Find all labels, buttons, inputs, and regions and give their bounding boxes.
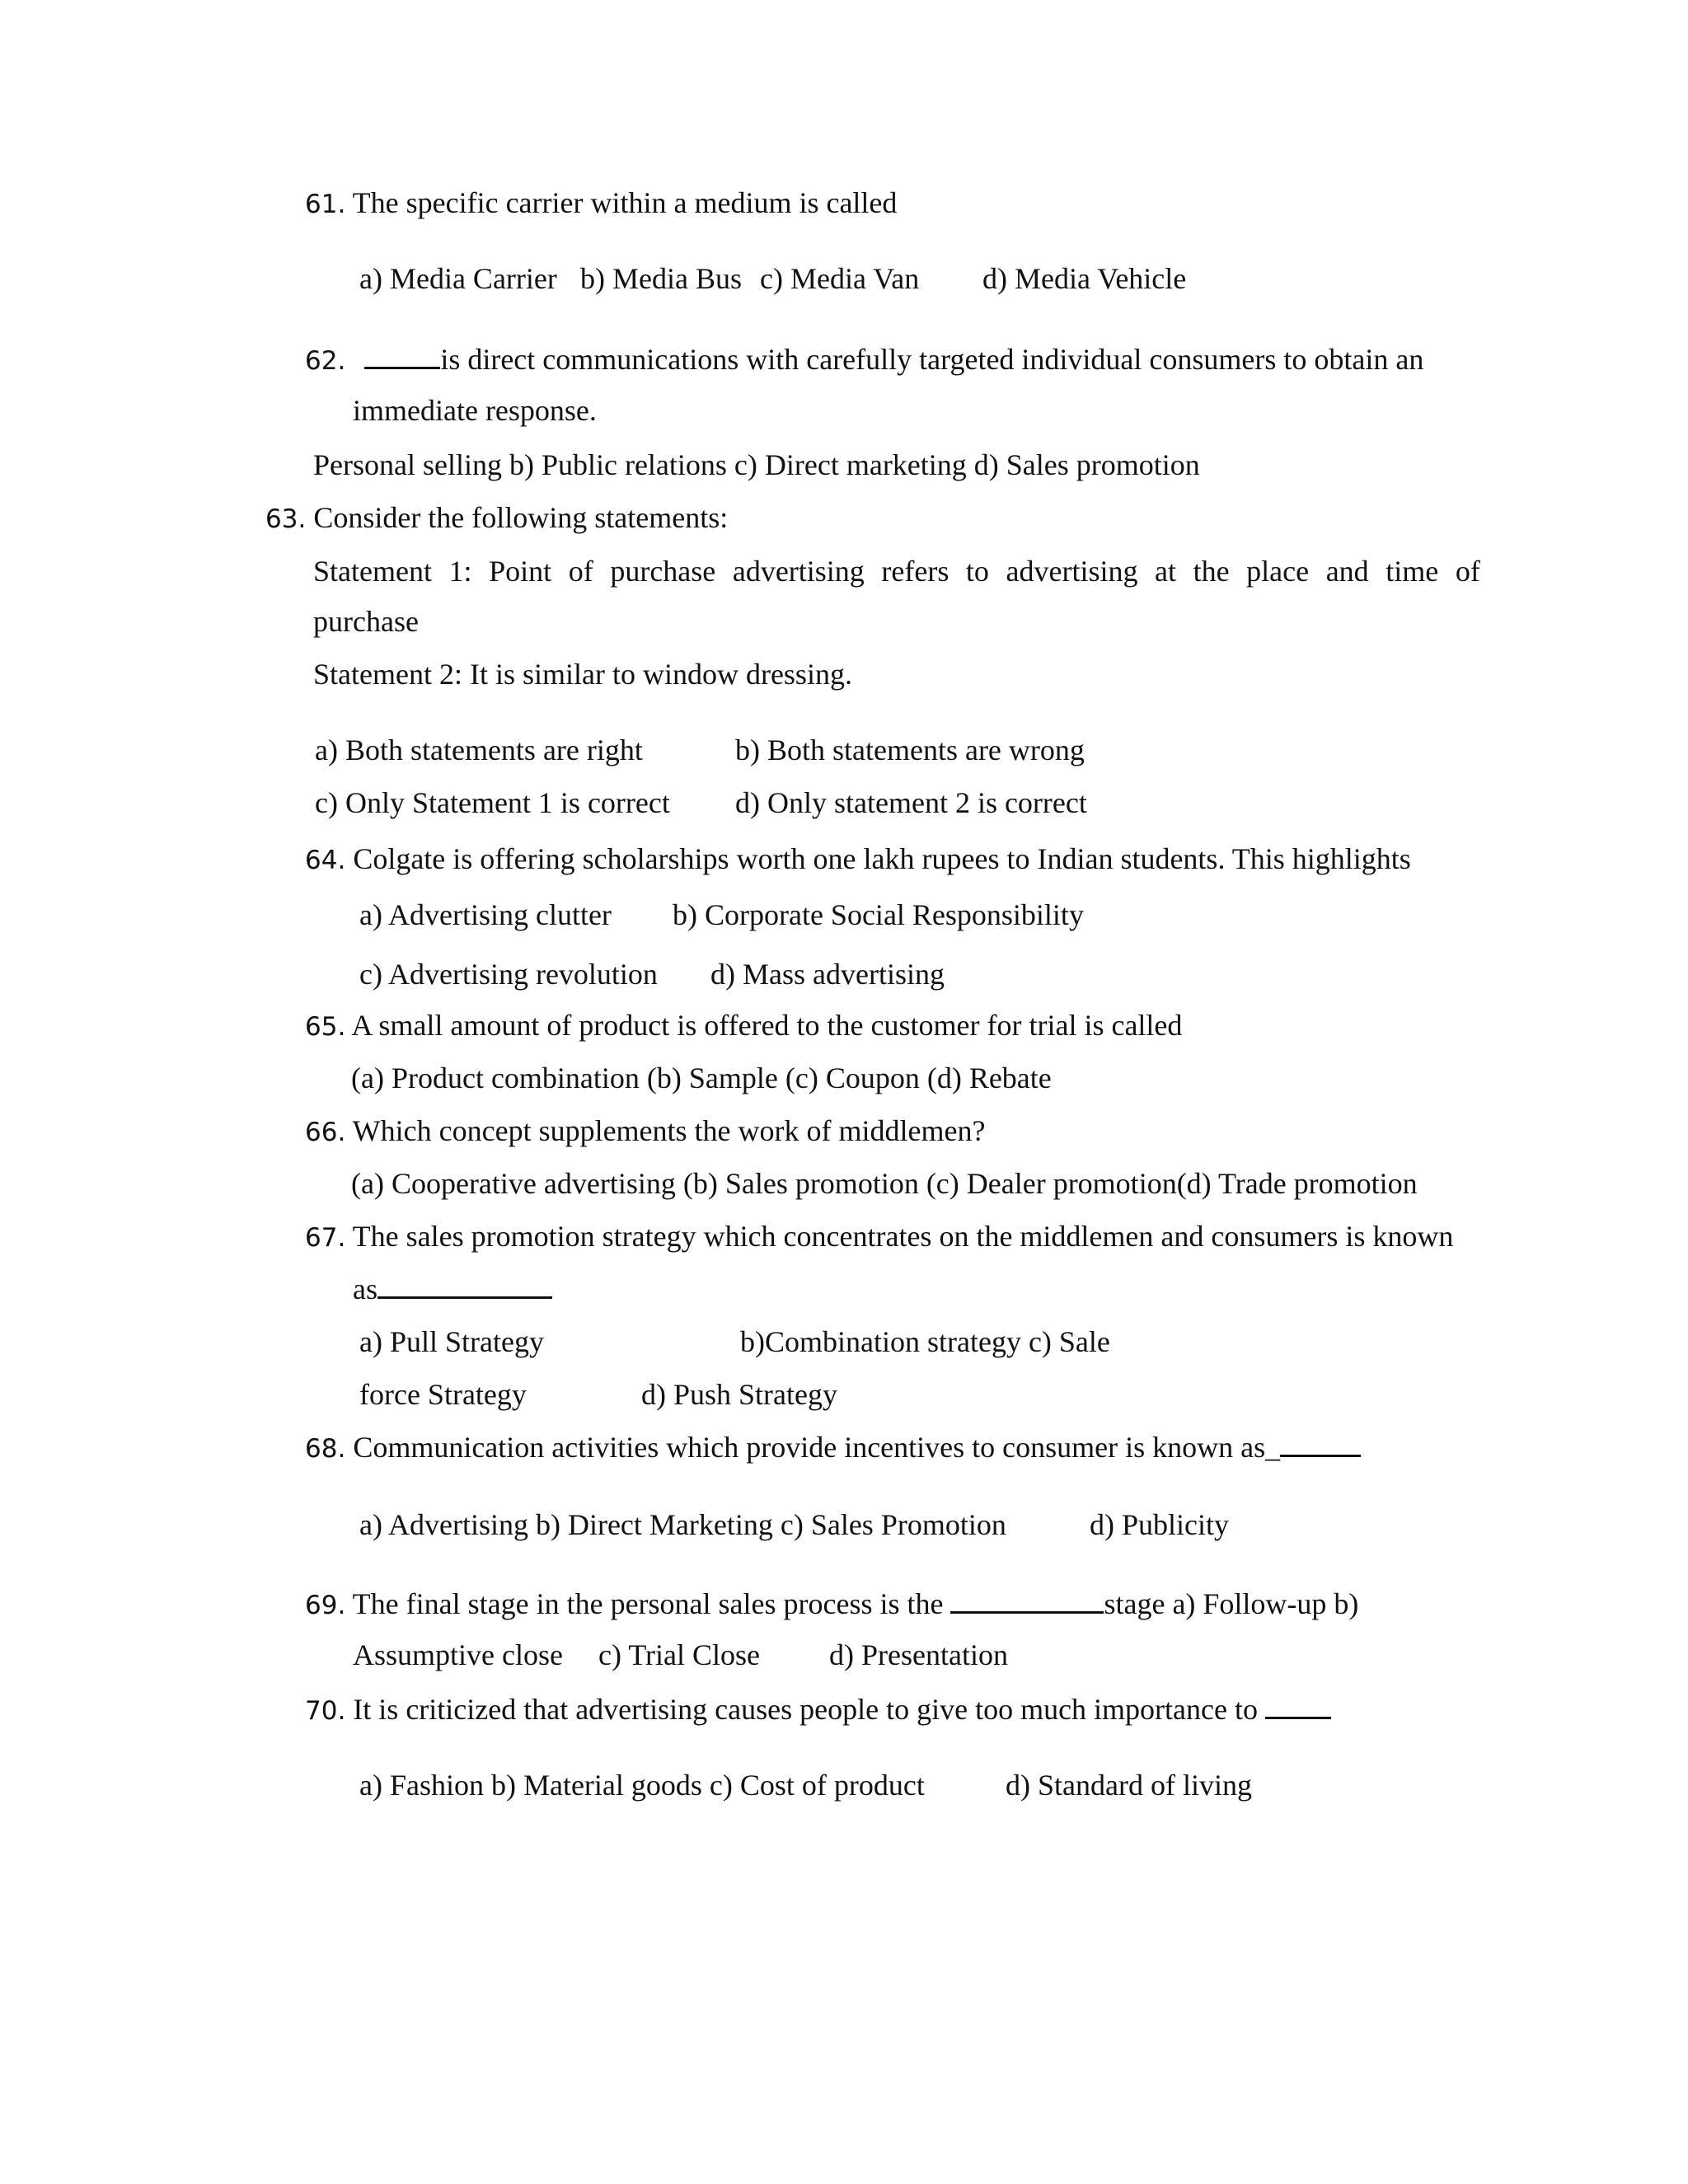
option-d: d) Push Strategy [641, 1378, 837, 1411]
word: the [1193, 555, 1230, 588]
statement-1-continued: purchase [313, 605, 419, 638]
answer-blank [364, 366, 440, 369]
option-c-continued: force Strategy [359, 1378, 527, 1411]
option-d: d) Mass advertising [710, 958, 945, 991]
question-text: Communication activities which provide incentives to consumer is known as_ [353, 1431, 1281, 1464]
option-a: a) Both statements are right [315, 733, 643, 766]
option-b-continued: Assumptive close [353, 1638, 563, 1671]
options-line: Personal selling b) Public relations c) Direct marketing d) Sales promotion [313, 448, 1200, 481]
word: 1: [448, 555, 472, 588]
word: of [568, 555, 593, 588]
word: purchase [610, 555, 716, 588]
question-text: Consider the following statements: [313, 501, 729, 534]
option-c: c) Only Statement 1 is correct [315, 786, 670, 819]
option-a: a) Media Carrier [359, 262, 557, 295]
option-d: d) Standard of living [1006, 1769, 1252, 1802]
options-line: a) Advertising b) Direct Marketing c) Sales Promotion [359, 1508, 1006, 1541]
answer-blank [377, 1296, 552, 1299]
option-d: d) Only statement 2 is correct [735, 786, 1087, 819]
options-line: (a) Cooperative advertising (b) Sales promotion (c) Dealer promotion(d) Trade promotion [351, 1167, 1418, 1200]
word: Statement [313, 555, 432, 588]
question-text: It is criticized that advertising causes people to give too much importance to [353, 1693, 1258, 1726]
question-text: Colgate is offering scholarships worth one lakh rupees to Indian students. This highlights [353, 842, 1411, 875]
word: and [1325, 555, 1369, 588]
question-66 [305, 1116, 985, 1146]
question-62 [305, 344, 1423, 374]
question-number: 69. [305, 1591, 346, 1620]
word: time [1386, 555, 1439, 588]
question-63 [265, 503, 728, 532]
options-line: a) Fashion b) Material goods c) Cost of product [359, 1769, 925, 1802]
question-61 [305, 188, 897, 218]
statement-2: Statement 2: It is similar to window dressing. [313, 658, 852, 691]
word: refers [881, 555, 950, 588]
word: Point [489, 555, 552, 588]
question-number: 67. [305, 1223, 346, 1253]
word: to [965, 555, 989, 588]
statement-1 [313, 554, 1480, 588]
question-number: 70. [305, 1696, 346, 1726]
word: place [1246, 555, 1310, 588]
question-65 [305, 1010, 1182, 1040]
question-number: 62. [305, 346, 346, 376]
question-68 [305, 1432, 1361, 1462]
question-text: The specific carrier within a medium is called [352, 186, 898, 219]
option-b: b)Combination strategy c) Sale [740, 1325, 1110, 1358]
question-67 [305, 1221, 1453, 1251]
question-text-after: stage a) Follow-up b) [1104, 1587, 1359, 1620]
question-text-continued [353, 1274, 552, 1304]
question-number: 64. [305, 846, 346, 875]
word: advertising [732, 555, 865, 588]
answer-blank [1280, 1454, 1361, 1457]
option-c: c) Advertising revolution [359, 958, 658, 991]
answer-blank [950, 1610, 1104, 1614]
question-text-continued: immediate response. [353, 394, 597, 427]
option-b: b) Both statements are wrong [735, 733, 1085, 766]
question-text: is direct communications with carefully targeted individual consumers to obtain an [440, 343, 1424, 376]
option-c: c) Trial Close [598, 1638, 761, 1671]
question-text: A small amount of product is offered to the customer for trial is called [351, 1009, 1183, 1042]
question-text: The sales promotion strategy which concentrates on the middlemen and consumers is known [352, 1220, 1454, 1253]
question-number: 63. [265, 504, 307, 534]
question-70 [305, 1694, 1331, 1724]
question-text: Which concept supplements the work of middlemen? [352, 1114, 986, 1147]
question-text-as: as [353, 1272, 377, 1305]
question-number: 61. [305, 190, 346, 219]
option-c: c) Media Van [760, 262, 920, 295]
answer-blank [1265, 1716, 1331, 1719]
word: advertising [1006, 555, 1138, 588]
option-a: a) Advertising clutter [359, 898, 612, 931]
option-a: a) Pull Strategy [359, 1325, 544, 1358]
option-d: d) Presentation [829, 1638, 1008, 1671]
option-b: b) Media Bus [580, 262, 742, 295]
question-text: The final stage in the personal sales process is the [352, 1587, 944, 1620]
question-number: 65. [305, 1012, 346, 1042]
options-line: (a) Product combination (b) Sample (c) Coupon (d) Rebate [351, 1062, 1052, 1094]
word: at [1155, 555, 1177, 588]
question-69 [305, 1589, 1358, 1619]
question-number: 66. [305, 1118, 346, 1147]
option-d: d) Publicity [1090, 1508, 1229, 1541]
question-number: 68. [305, 1434, 346, 1464]
word: of [1455, 555, 1480, 588]
question-64 [305, 844, 1411, 874]
option-d: d) Media Vehicle [982, 262, 1187, 295]
option-b: b) Corporate Social Responsibility [673, 898, 1084, 931]
